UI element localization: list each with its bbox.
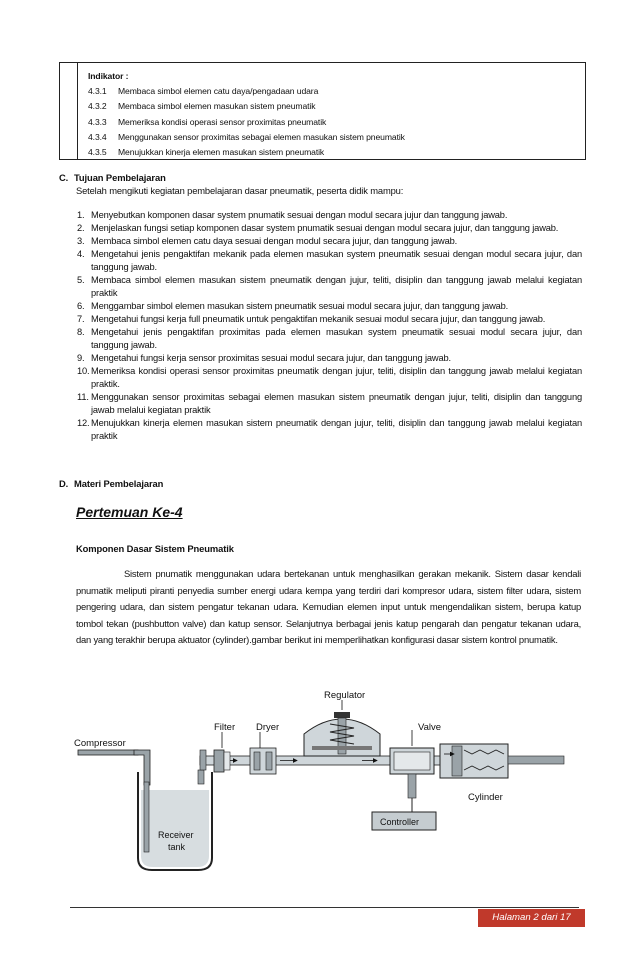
- list-item: [77, 274, 582, 300]
- controller-label: Controller: [380, 817, 420, 827]
- list-item-text: Memeriksa kondisi operasi sensor proximitas pneumatik dengan jujur, teliti, disiplin dan tanggung jawab melalui kegiatan praktik.: [91, 366, 582, 389]
- filter-label: Filter: [214, 722, 236, 733]
- objectives-list: [77, 209, 582, 443]
- list-item: [77, 326, 582, 352]
- list-item-text: Mengetahui fungsi kerja full pneumatik untuk pengaktifan mekanik sesuai modul secara jujur, dan tanggung jawab.: [91, 314, 546, 324]
- section-d-letter: D.: [59, 478, 69, 489]
- list-item-number: 10.: [77, 366, 90, 376]
- indicator-item-number: 4.3.4: [88, 131, 107, 142]
- dryer-label: Dryer: [256, 722, 280, 733]
- list-item-number: 6.: [77, 301, 85, 311]
- list-item: [77, 352, 582, 365]
- compressor-label: Compressor: [74, 738, 126, 749]
- list-item-text: Menggunakan sensor proximitas sebagai elemen masukan sistem pneumatik dengan jujur, teliti, disiplin dan tanggung jawab melalui kegiatan praktik: [91, 392, 582, 415]
- indicator-item: [88, 115, 405, 130]
- list-item-text: Menggambar simbol elemen masukan sistem pneumatik sesuai modul secara jujur, dan tanggung jawab.: [91, 301, 509, 311]
- footer-divider: [70, 907, 579, 908]
- list-item-number: 2.: [77, 223, 85, 233]
- list-item-text: Membaca simbol elemen catu daya sesuai dengan modul secara jujur, dan tanggung jawab.: [91, 236, 458, 246]
- receiver-tank: [138, 770, 212, 870]
- list-item-text: Menjelaskan fungsi setiap komponen dasar system pnumatik sesuai dengan modul secara jujur, dan tanggung jawab.: [91, 223, 559, 233]
- section-d-heading: [59, 478, 163, 489]
- indicator-item-number: 4.3.5: [88, 147, 107, 158]
- list-item: [77, 365, 582, 391]
- indicator-item: [88, 145, 405, 160]
- indicator-table-left-column: [77, 63, 78, 159]
- valve: [390, 730, 434, 798]
- list-item-number: 1.: [77, 210, 85, 220]
- receiver-label-line1: Receiver: [158, 830, 194, 840]
- subheading: Komponen Dasar Sistem Pneumatik: [76, 543, 234, 554]
- list-item-text: Menyebutkan komponen dasar system pnumatik sesuai dengan modul secara jujur dan tanggung jawab.: [91, 210, 508, 220]
- indicator-content: [88, 69, 405, 160]
- list-item-text: Menujukkan kinerja elemen masukan sistem pneumatik dengan jujur, teliti, disiplin dan tanggung jawab melalui kegiatan praktik: [91, 418, 582, 441]
- list-item-number: 11.: [77, 392, 89, 402]
- list-item: [77, 248, 582, 274]
- list-item-text: Mengetahui fungsi kerja sensor proximitas sesuai modul secara jujur, dan tanggung jawab.: [91, 353, 451, 363]
- list-item: [77, 222, 582, 235]
- list-item-number: 12.: [77, 418, 90, 428]
- list-item-text: Mengetahui jenis pengaktifan mekanik pada elemen masukan system pneumatik sesuai dengan modul secara jujur, dan tanggung jawab.: [91, 249, 582, 272]
- meeting-title: Pertemuan Ke-4: [76, 504, 183, 520]
- indicator-item-text: Memeriksa kondisi operasi sensor proximitas pneumatik: [118, 116, 327, 127]
- list-item: [77, 300, 582, 313]
- list-item-number: 9.: [77, 353, 85, 363]
- list-item-number: 8.: [77, 327, 85, 337]
- pneumatic-system-diagram: [72, 690, 577, 890]
- list-item-number: 4.: [77, 249, 85, 259]
- intro-paragraph: [76, 566, 581, 649]
- intro-paragraph-text: Sistem pnumatik menggunakan udara bertekanan untuk menghasilkan gerakan mekanik. Sistem dasar kendali pnumatik meliputi piranti penyedia sumber energi udara kempa yang terdiri dari kompresor udara, sistem filter udara, sistem pengering udara, dan sistem pengatur tekanan udara. Kemudian elemen input untuk mengendalikan sistem, berupa katup tombol tekan (pushbutton valve) dan katup sensor. Selanjutnya berbagai jenis katup pengarah dan pengatur tekanan udara, dan yang terakhir berupa aktuator (cylinder).gambar berikut ini memperlihatkan konfigurasi dasar sistem kontrol pnumatik.: [76, 568, 581, 646]
- indicator-item-text: Membaca simbol elemen catu daya/pengadaan udara: [118, 86, 319, 97]
- section-c-intro: Setelah mengikuti kegiatan pembelajaran dasar pneumatik, peserta didik mampu:: [76, 185, 404, 196]
- indicator-item-text: Membaca simbol elemen masukan sistem pneumatik: [118, 101, 316, 112]
- receiver-label-line2: tank: [168, 842, 186, 852]
- indicator-item-number: 4.3.2: [88, 101, 107, 112]
- indicator-item-text: Menggunakan sensor proximitas sebagai elemen masukan sistem pneumatik: [118, 131, 405, 142]
- section-c-letter: C.: [59, 172, 69, 183]
- list-item: [77, 209, 582, 222]
- indicator-item-text: Menujukkan kinerja elemen masukan sistem pneumatik: [118, 147, 325, 158]
- section-c-heading: [59, 172, 166, 183]
- indicator-item: [88, 99, 405, 114]
- list-item: [77, 313, 582, 326]
- list-item-text: Mengetahui jenis pengaktifan proximitas pada elemen masukan system pneumatik sesuai modul secara jujur, dan tanggung jawab.: [91, 327, 582, 350]
- valve-label: Valve: [418, 722, 442, 733]
- list-item-number: 5.: [77, 275, 85, 285]
- regulator-label: Regulator: [324, 690, 366, 701]
- list-item-text: Membaca simbol elemen masukan sistem pneumatik dengan jujur, teliti, disiplin dan tanggung jawab melalui kegiatan praktik: [91, 275, 582, 298]
- indicator-table: [59, 62, 586, 160]
- list-item: [77, 391, 582, 417]
- dryer: [250, 732, 276, 774]
- section-d-title: Materi Pembelajaran: [74, 478, 164, 489]
- indicator-item-number: 4.3.3: [88, 116, 107, 127]
- compressor: [78, 750, 150, 785]
- section-c-title: Tujuan Pembelajaran: [74, 172, 166, 183]
- cylinder-label: Cylinder: [468, 792, 503, 803]
- indicator-item: [88, 130, 405, 145]
- list-item: [77, 417, 582, 443]
- indicator-item: [88, 84, 405, 99]
- regulator: [304, 700, 380, 756]
- indicator-item-number: 4.3.1: [88, 86, 107, 97]
- list-item-number: 3.: [77, 236, 85, 246]
- filter: [214, 732, 230, 772]
- cylinder: [440, 744, 564, 778]
- page-number-badge: Halaman 2 dari 17: [478, 909, 585, 927]
- list-item: [77, 235, 582, 248]
- list-item-number: 7.: [77, 314, 85, 324]
- indicator-title: Indikator :: [88, 71, 129, 81]
